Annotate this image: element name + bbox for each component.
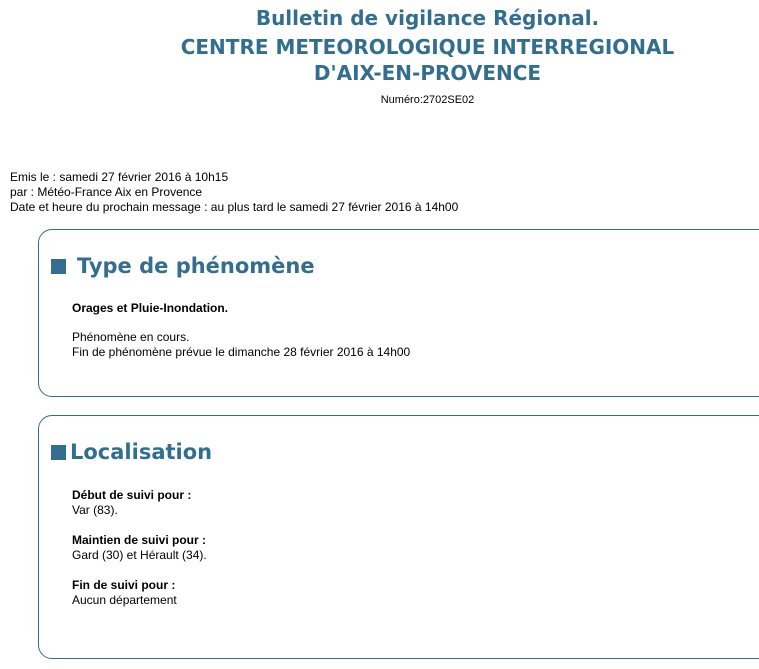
bulletin-number: Numéro:2702SE02 bbox=[380, 94, 475, 106]
emission-author: par : Météo-France Aix en Provence bbox=[10, 185, 203, 199]
maintien-suivi-value: Gard (30) et Hérault (34). bbox=[72, 548, 207, 562]
maintien-suivi-block bbox=[72, 533, 207, 563]
phenomenon-heading bbox=[51, 254, 315, 278]
phenomenon-type: Orages et Pluie-Inondation. bbox=[72, 301, 229, 315]
centre-title-line2: D'AIX-EN-PROVENCE bbox=[313, 61, 542, 85]
phenomenon-panel bbox=[38, 229, 759, 397]
phenomenon-end: Fin de phénomène prévue le dimanche 28 février 2016 à 14h00 bbox=[72, 345, 411, 359]
fin-suivi-value: Aucun département bbox=[72, 593, 177, 607]
centre-title-line1: CENTRE METEOROLOGIQUE INTERREGIONAL bbox=[180, 35, 675, 59]
emission-info bbox=[10, 170, 458, 215]
localisation-panel bbox=[38, 415, 759, 659]
fin-suivi-block bbox=[72, 578, 177, 608]
bulletin-title: Bulletin de vigilance Régional. bbox=[255, 6, 600, 30]
debut-suivi-value: Var (83). bbox=[72, 503, 118, 517]
debut-suivi-label: Début de suivi pour : bbox=[72, 488, 192, 502]
emission-date: Emis le : samedi 27 février 2016 à 10h15 bbox=[10, 170, 229, 184]
localisation-heading-text: Localisation bbox=[70, 440, 213, 464]
phenomenon-status: Phénomène en cours. bbox=[72, 330, 190, 344]
phenomenon-heading-text: Type de phénomène bbox=[77, 254, 315, 278]
square-bullet-icon bbox=[51, 259, 66, 274]
square-bullet-icon bbox=[51, 445, 66, 460]
maintien-suivi-label: Maintien de suivi pour : bbox=[72, 533, 207, 547]
phenomenon-status-block bbox=[72, 330, 410, 360]
fin-suivi-label: Fin de suivi pour : bbox=[72, 578, 176, 592]
next-message-date: Date et heure du prochain message : au plus tard le samedi 27 février 2016 à 14h00 bbox=[10, 200, 459, 214]
debut-suivi-block bbox=[72, 488, 191, 518]
localisation-heading bbox=[51, 440, 212, 464]
